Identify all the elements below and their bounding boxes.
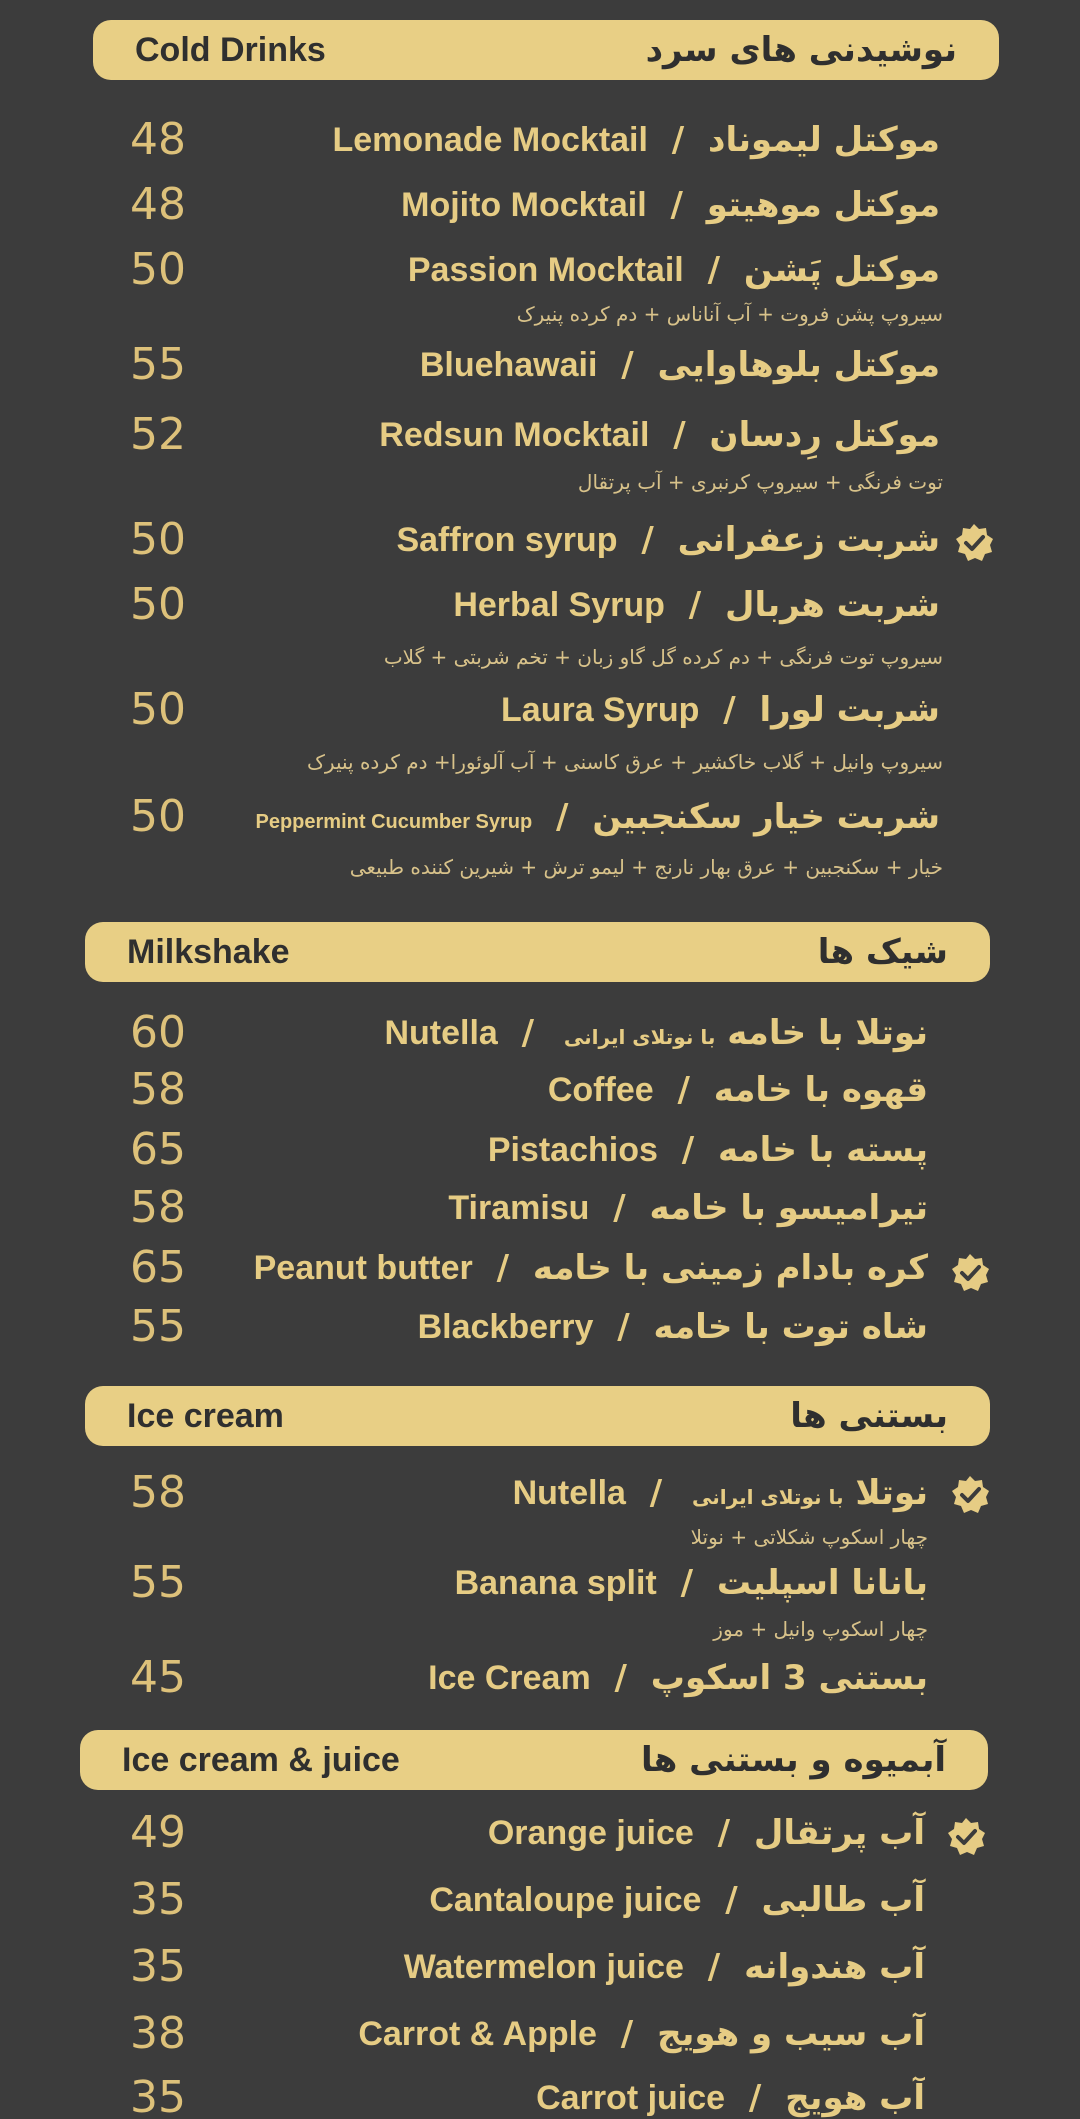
item-name: Watermelon juice / آب هندوانه: [403, 1947, 925, 1987]
item-price: 48: [130, 179, 186, 230]
verified-badge-icon: [950, 1253, 990, 1293]
item-price: 55: [130, 1557, 186, 1608]
item-name: Carrot juice / آب هویج: [536, 2078, 925, 2118]
item-price: 65: [130, 1124, 186, 1175]
section-header-milkshake: [85, 922, 990, 982]
section-header-juice: [80, 1730, 988, 1790]
item-price: 49: [130, 1807, 186, 1858]
item-price: 58: [130, 1467, 186, 1518]
verified-badge-icon: [946, 1817, 986, 1857]
item-description: خیار + سکنجبین + عرق بهار نارنج + لیمو ترش + شیرین کننده طبیعی: [349, 855, 943, 879]
item-name: Coffee / قهوه با خامه: [547, 1070, 928, 1110]
item-name: Carrot & Apple / آب سیب و هویج: [358, 2014, 925, 2054]
section-title-fa: نوشیدنی های سرد: [645, 30, 957, 70]
section-title-en: Ice cream: [127, 1396, 284, 1435]
menu-item: [120, 1803, 925, 1863]
item-name: Nutella / با نوتلای ایرانی نوتلا: [512, 1473, 928, 1513]
item-price: 65: [130, 1242, 186, 1293]
item-name: Lemonade Mocktail / موکتل لیموناد: [332, 120, 940, 160]
item-name: Ice Cream / بستنی 3 اسکوپ: [428, 1658, 928, 1698]
item-name: Blackberry / شاه توت با خامه: [417, 1307, 928, 1347]
item-price: 50: [130, 514, 186, 565]
section-title-en: Cold Drinks: [135, 30, 326, 69]
item-name: Banana split / بانانا اسپلیت: [454, 1563, 928, 1603]
item-name: Pistachios / پسته با خامه: [487, 1130, 928, 1170]
item-name: Nutella / با نوتلای ایرانی نوتلا با خامه: [384, 1013, 928, 1053]
item-name: Bluehawaii / موکتل بلوهاوایی: [419, 345, 940, 385]
item-price: 48: [130, 114, 186, 165]
menu-item: [120, 1870, 925, 1930]
verified-badge-icon: [954, 523, 994, 563]
item-name: Cantaloupe juice / آب طالبی: [429, 1880, 925, 1920]
item-name: Orange juice / آب پرتقال: [487, 1813, 925, 1853]
menu-item: [120, 240, 940, 300]
menu-item: [120, 2068, 925, 2119]
section-title-fa: آبمیوه و بستنی ها: [641, 1740, 946, 1780]
menu-item: [120, 787, 940, 847]
item-price: 50: [130, 579, 186, 630]
menu-item: [120, 510, 940, 570]
menu-item: [120, 1648, 928, 1708]
item-price: 58: [130, 1064, 186, 1115]
section-title-fa: شیک ها: [817, 932, 948, 972]
menu-item: [120, 2004, 925, 2064]
item-price: 35: [130, 2072, 186, 2119]
menu-item: [120, 110, 940, 170]
menu-item: [120, 1178, 928, 1238]
section-title-fa: بستنی ها: [790, 1396, 948, 1436]
menu-item: [120, 575, 940, 635]
item-description: چهار اسکوپ وانیل + موز: [713, 1617, 928, 1641]
menu-item: [120, 335, 940, 395]
item-price: 35: [130, 1941, 186, 1992]
item-price: 55: [130, 1301, 186, 1352]
item-name: Mojito Mocktail / موکتل موهیتو: [401, 185, 940, 225]
item-price: 38: [130, 2008, 186, 2059]
item-name: Redsun Mocktail / موکتل رِدسان: [379, 415, 940, 455]
item-price: 60: [130, 1007, 186, 1058]
item-description: توت فرنگی + سیروپ کرنبری + آب پرتقال: [577, 470, 943, 494]
item-name: Laura Syrup / شربت لورا: [501, 690, 940, 730]
item-price: 35: [130, 1874, 186, 1925]
menu-item: [120, 1463, 928, 1523]
section-header-cold-drinks: [93, 20, 999, 80]
menu-item: [120, 175, 940, 235]
section-title-en: Ice cream & juice: [122, 1740, 400, 1779]
item-price: 58: [130, 1182, 186, 1233]
item-name: Tiramisu / تیرامیسو با خامه: [448, 1188, 928, 1228]
section-header-ice-cream: [85, 1386, 990, 1446]
item-price: 50: [130, 791, 186, 842]
section-title-en: Milkshake: [127, 932, 290, 971]
menu-item: [120, 1120, 928, 1180]
item-name: Saffron syrup / شربت زعفرانی: [396, 520, 940, 560]
item-description: سیروپ وانیل + گلاب خاکشیر + عرق کاسنی + آب آلوئورا+ دم کرده پنیرک: [307, 750, 943, 774]
menu-item: [120, 1060, 928, 1120]
menu-item: [120, 1003, 928, 1063]
item-description: چهار اسکوپ شکلاتی + نوتلا: [690, 1525, 928, 1549]
item-name: Peanut butter / کره بادام زمینی با خامه: [253, 1248, 928, 1288]
menu-item: [120, 1238, 928, 1298]
item-price: 52: [130, 409, 186, 460]
menu-item: [120, 405, 940, 465]
menu-item: [120, 1297, 928, 1357]
item-price: 45: [130, 1652, 186, 1703]
menu-item: [120, 680, 940, 740]
item-name: Peppermint Cucumber Syrup / شربت خیار سکنجبین: [255, 797, 940, 837]
menu-item: [120, 1937, 925, 1997]
item-description: سیروپ توت فرنگی + دم کرده گل گاو زبان + تخم شربتی + گلاب: [383, 645, 943, 669]
menu-item: [120, 1553, 928, 1613]
item-price: 55: [130, 339, 186, 390]
item-description: سیروپ پشن فروت + آب آناناس + دم کرده پنیرک: [516, 302, 943, 326]
item-name: Herbal Syrup / شربت هربال: [453, 585, 940, 625]
item-price: 50: [130, 244, 186, 295]
verified-badge-icon: [950, 1475, 990, 1515]
item-price: 50: [130, 684, 186, 735]
item-name: Passion Mocktail / موکتل پَشن: [407, 250, 940, 290]
